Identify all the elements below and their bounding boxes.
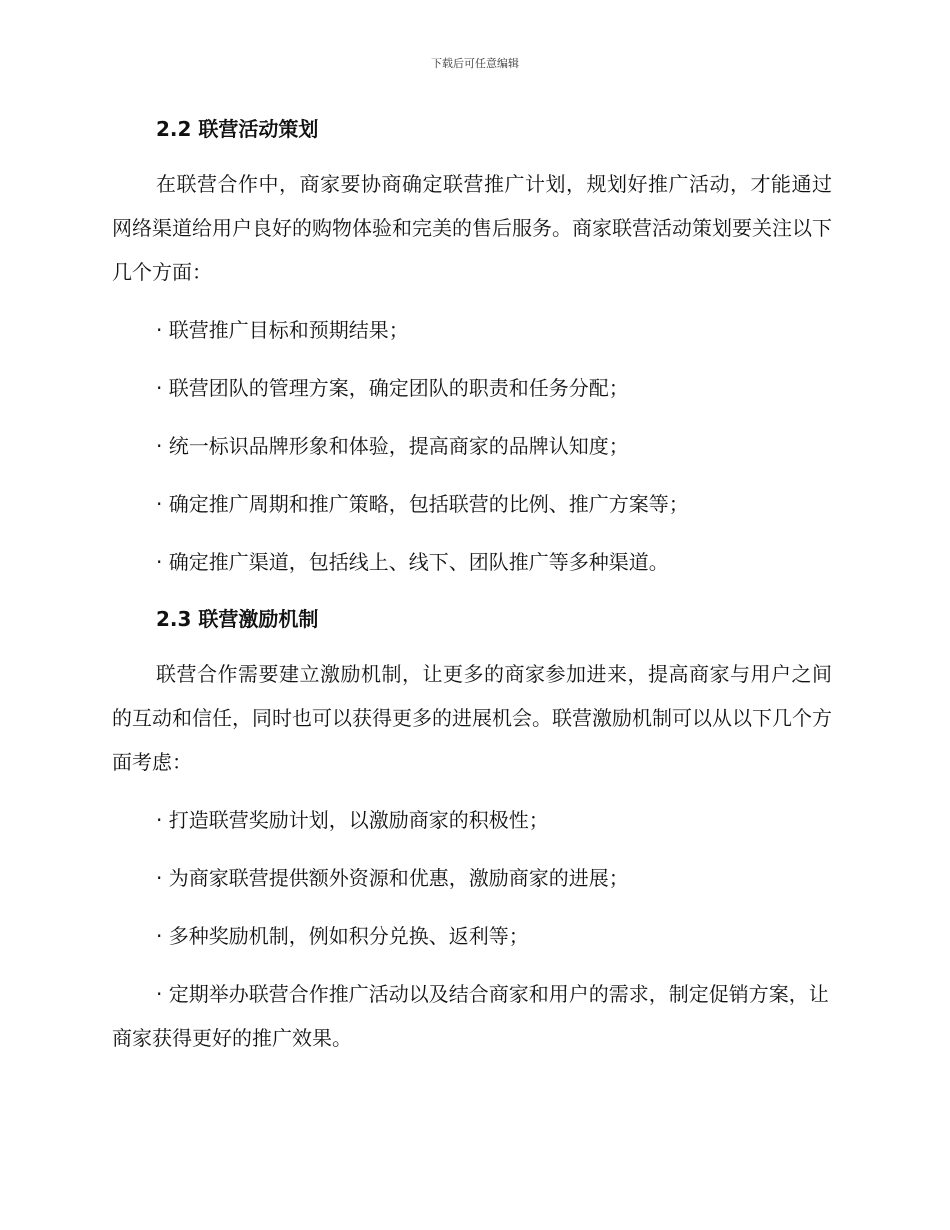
section-2-2-intro: 在联营合作中，商家要协商确定联营推广计划，规划好推广活动，才能通过网络渠道给用户良好的购物体验和完美的售后服务。商家联营活动策划要关注以下几个方面： [112,172,832,284]
section-heading-2-3: 2.3 联营激励机制 [156,607,319,631]
list-item: · 为商家联营提供额外资源和优惠，激励商家的进展； [156,866,629,890]
document-body [112,112,832,1060]
list-item: · 联营推广目标和预期结果； [156,318,409,342]
list-item: · 统一标识品牌形象和体验，提高商家的品牌认知度； [156,434,629,458]
list-item: · 定期举办联营合作推广活动以及结合商家和用户的需求，制定促销方案，让商家获得更好的推广效果。 [112,982,829,1050]
section-heading-2-2: 2.2 联营活动策划 [156,117,319,141]
list-item: · 多种奖励机制，例如积分兑换、返利等； [156,924,529,948]
section-2-3-intro: 联营合作需要建立激励机制，让更多的商家参加进来，提高商家与用户之间的互动和信任，同时也可以获得更多的进展机会。联营激励机制可以从以下几个方面考虑： [112,662,832,774]
list-item: · 打造联营奖励计划，以激励商家的积极性； [156,808,549,832]
page-header: 下载后可任意编辑 [431,57,519,70]
list-item: · 联营团队的管理方案，确定团队的职责和任务分配； [156,376,629,400]
list-item: · 确定推广渠道，包括线上、线下、团队推广等多种渠道。 [156,550,669,574]
list-item: · 确定推广周期和推广策略，包括联营的比例、推广方案等； [156,492,689,516]
